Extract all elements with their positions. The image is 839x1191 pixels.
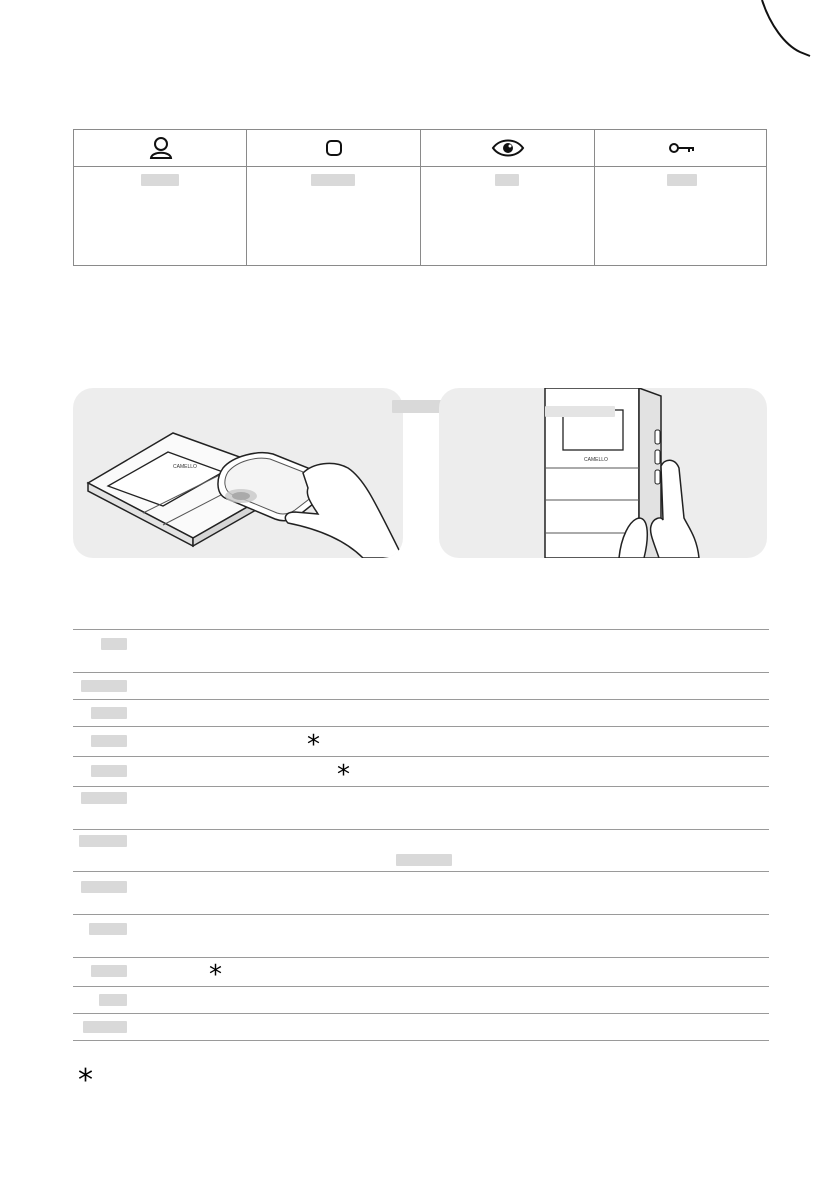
phone-tap-monitor-icon xyxy=(73,388,403,558)
list-item xyxy=(73,726,769,760)
item-label xyxy=(91,965,127,977)
item-label xyxy=(101,638,127,650)
item-label xyxy=(79,835,127,847)
item-label xyxy=(91,765,127,777)
panel-caption xyxy=(545,406,615,417)
list-item xyxy=(73,786,769,829)
rounded-square-icon xyxy=(247,135,420,161)
illustration-nfc-tap xyxy=(73,388,403,558)
item-label xyxy=(99,994,127,1006)
list-item xyxy=(73,957,769,990)
eye-icon xyxy=(421,135,594,161)
column-caption xyxy=(141,174,179,186)
item-label xyxy=(83,1021,127,1033)
item-label xyxy=(81,792,127,804)
item-label xyxy=(91,707,127,719)
item-label xyxy=(91,735,127,747)
list-item xyxy=(73,914,769,957)
item-label xyxy=(81,680,127,692)
svg-text:CAMELLO: CAMELLO xyxy=(173,464,197,470)
asterisk-icon: * xyxy=(337,760,350,790)
asterisk-icon: * xyxy=(307,730,320,760)
inline-highlight xyxy=(396,854,452,866)
key-icon xyxy=(595,135,768,161)
list-item xyxy=(73,871,769,914)
list-item xyxy=(73,756,769,790)
list-item xyxy=(73,672,769,699)
list-item xyxy=(73,829,769,871)
footnote-asterisk: * xyxy=(78,1063,93,1098)
column-caption xyxy=(311,174,355,186)
asterisk-icon: * xyxy=(209,960,222,990)
list-item xyxy=(73,986,769,1013)
svg-text:CAMELLO: CAMELLO xyxy=(584,457,608,463)
list-item xyxy=(73,629,769,672)
page-curl-line xyxy=(740,0,839,70)
user-icon xyxy=(74,135,247,161)
item-label xyxy=(81,881,127,893)
icon-function-table xyxy=(73,129,767,266)
list-item xyxy=(73,1013,769,1041)
column-caption xyxy=(495,174,519,186)
item-label xyxy=(89,923,127,935)
list-item xyxy=(73,699,769,726)
feature-list xyxy=(73,629,769,1041)
column-caption xyxy=(667,174,697,186)
